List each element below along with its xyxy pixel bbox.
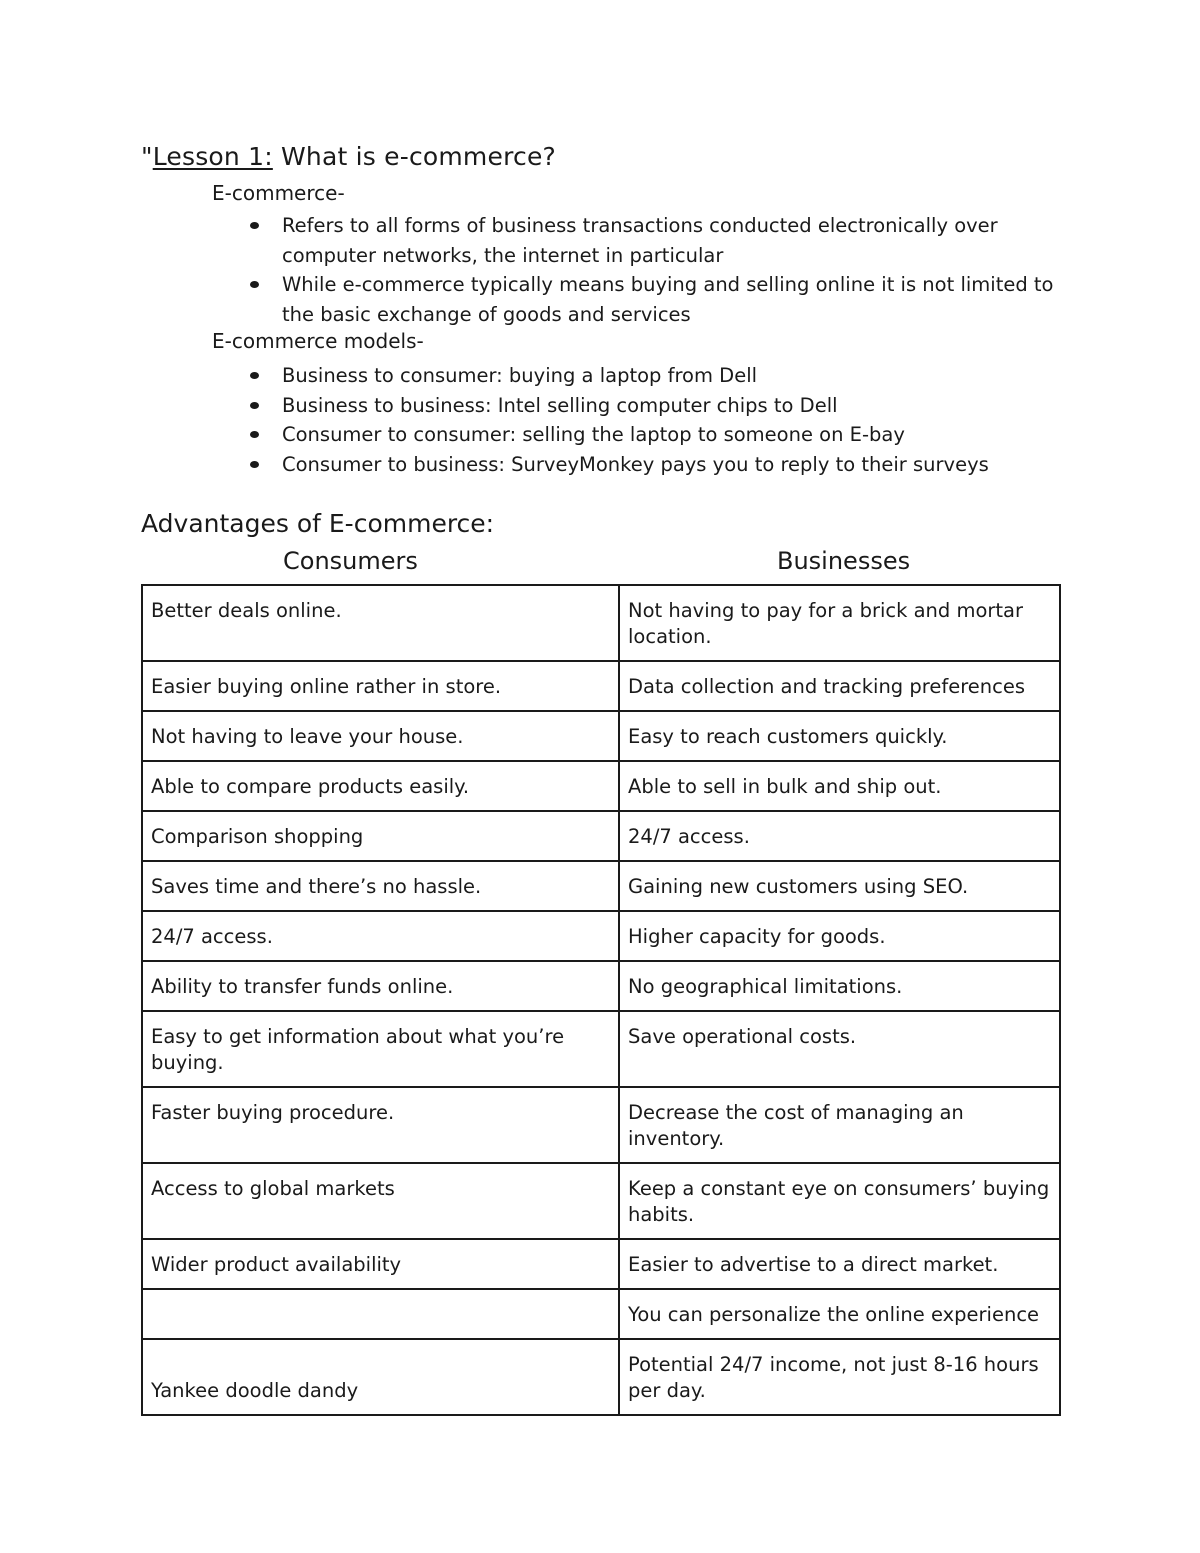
- list-item: Business to business: Intel selling computer chips to Dell: [246, 391, 1076, 421]
- consumer-cell: Easy to get information about what you’re buying.: [142, 1011, 619, 1087]
- table-row: [142, 961, 1060, 1011]
- table-row: [142, 1339, 1060, 1415]
- bullet-dot-icon: [250, 461, 259, 468]
- bullet-dot-icon: [250, 372, 259, 379]
- bullet-dot-icon: [250, 402, 259, 409]
- lesson-title-text: What is e-commerce?: [272, 142, 556, 171]
- lesson-label: Lesson 1:: [152, 142, 273, 171]
- business-cell: Data collection and tracking preferences: [619, 661, 1060, 711]
- list-item: Consumer to business: SurveyMonkey pays you to reply to their surveys: [246, 450, 1076, 480]
- table-row: [142, 1289, 1060, 1339]
- business-cell: 24/7 access.: [619, 811, 1060, 861]
- consumer-cell: Saves time and there’s no hassle.: [142, 861, 619, 911]
- table-row: [142, 711, 1060, 761]
- table-row: [142, 1163, 1060, 1239]
- business-cell: Higher capacity for goods.: [619, 911, 1060, 961]
- advantages-table: [141, 584, 1061, 1416]
- consumers-heading: Consumers: [283, 547, 418, 575]
- business-cell: No geographical limitations.: [619, 961, 1060, 1011]
- table-row: [142, 1011, 1060, 1087]
- business-cell: Not having to pay for a brick and mortar location.: [619, 585, 1060, 661]
- business-cell: Easy to reach customers quickly.: [619, 711, 1060, 761]
- consumer-cell: Comparison shopping: [142, 811, 619, 861]
- business-cell: Save operational costs.: [619, 1011, 1060, 1087]
- business-cell: Decrease the cost of managing an inventory.: [619, 1087, 1060, 1163]
- business-cell: Able to sell in bulk and ship out.: [619, 761, 1060, 811]
- consumer-cell: Easier buying online rather in store.: [142, 661, 619, 711]
- models-list: [246, 361, 1076, 479]
- table-row: [142, 761, 1060, 811]
- business-cell: You can personalize the online experience: [619, 1289, 1060, 1339]
- businesses-heading: Businesses: [777, 547, 911, 575]
- table-row: [142, 861, 1060, 911]
- list-item: Consumer to consumer: selling the laptop to someone on E-bay: [246, 420, 1076, 450]
- business-cell: Gaining new customers using SEO.: [619, 861, 1060, 911]
- table-row: [142, 1087, 1060, 1163]
- consumer-cell: [142, 1289, 619, 1339]
- list-item: Refers to all forms of business transactions conducted electronically over computer networks, the internet in particular: [246, 211, 1076, 270]
- table-row: [142, 911, 1060, 961]
- consumer-cell: Access to global markets: [142, 1163, 619, 1239]
- table-row: [142, 811, 1060, 861]
- bullet-dot-icon: [250, 431, 259, 438]
- models-heading: E-commerce models-: [212, 329, 424, 353]
- consumer-cell: Faster buying procedure.: [142, 1087, 619, 1163]
- table-row: [142, 661, 1060, 711]
- consumer-cell: Able to compare products easily.: [142, 761, 619, 811]
- advantages-title: Advantages of E-commerce:: [141, 509, 495, 538]
- table-row: [142, 1239, 1060, 1289]
- consumer-cell: Better deals online.: [142, 585, 619, 661]
- business-cell: Keep a constant eye on consumers’ buying habits.: [619, 1163, 1060, 1239]
- list-item: While e-commerce typically means buying and selling online it is not limited to the basic exchange of goods and services: [246, 270, 1076, 329]
- business-cell: Potential 24/7 income, not just 8-16 hours per day.: [619, 1339, 1060, 1415]
- list-item: Business to consumer: buying a laptop from Dell: [246, 361, 1076, 391]
- bullet-dot-icon: [250, 222, 259, 229]
- definition-heading: E-commerce-: [212, 181, 345, 205]
- consumer-cell: Wider product availability: [142, 1239, 619, 1289]
- lesson-title: [141, 142, 556, 171]
- consumer-cell: Not having to leave your house.: [142, 711, 619, 761]
- business-cell: Easier to advertise to a direct market.: [619, 1239, 1060, 1289]
- consumer-cell: Ability to transfer funds online.: [142, 961, 619, 1011]
- consumer-cell: Yankee doodle dandy: [142, 1339, 619, 1415]
- lesson-title-prefix: ": [141, 142, 153, 171]
- definition-list: [246, 211, 1076, 329]
- table-row: [142, 585, 1060, 661]
- bullet-dot-icon: [250, 281, 259, 288]
- consumer-cell: 24/7 access.: [142, 911, 619, 961]
